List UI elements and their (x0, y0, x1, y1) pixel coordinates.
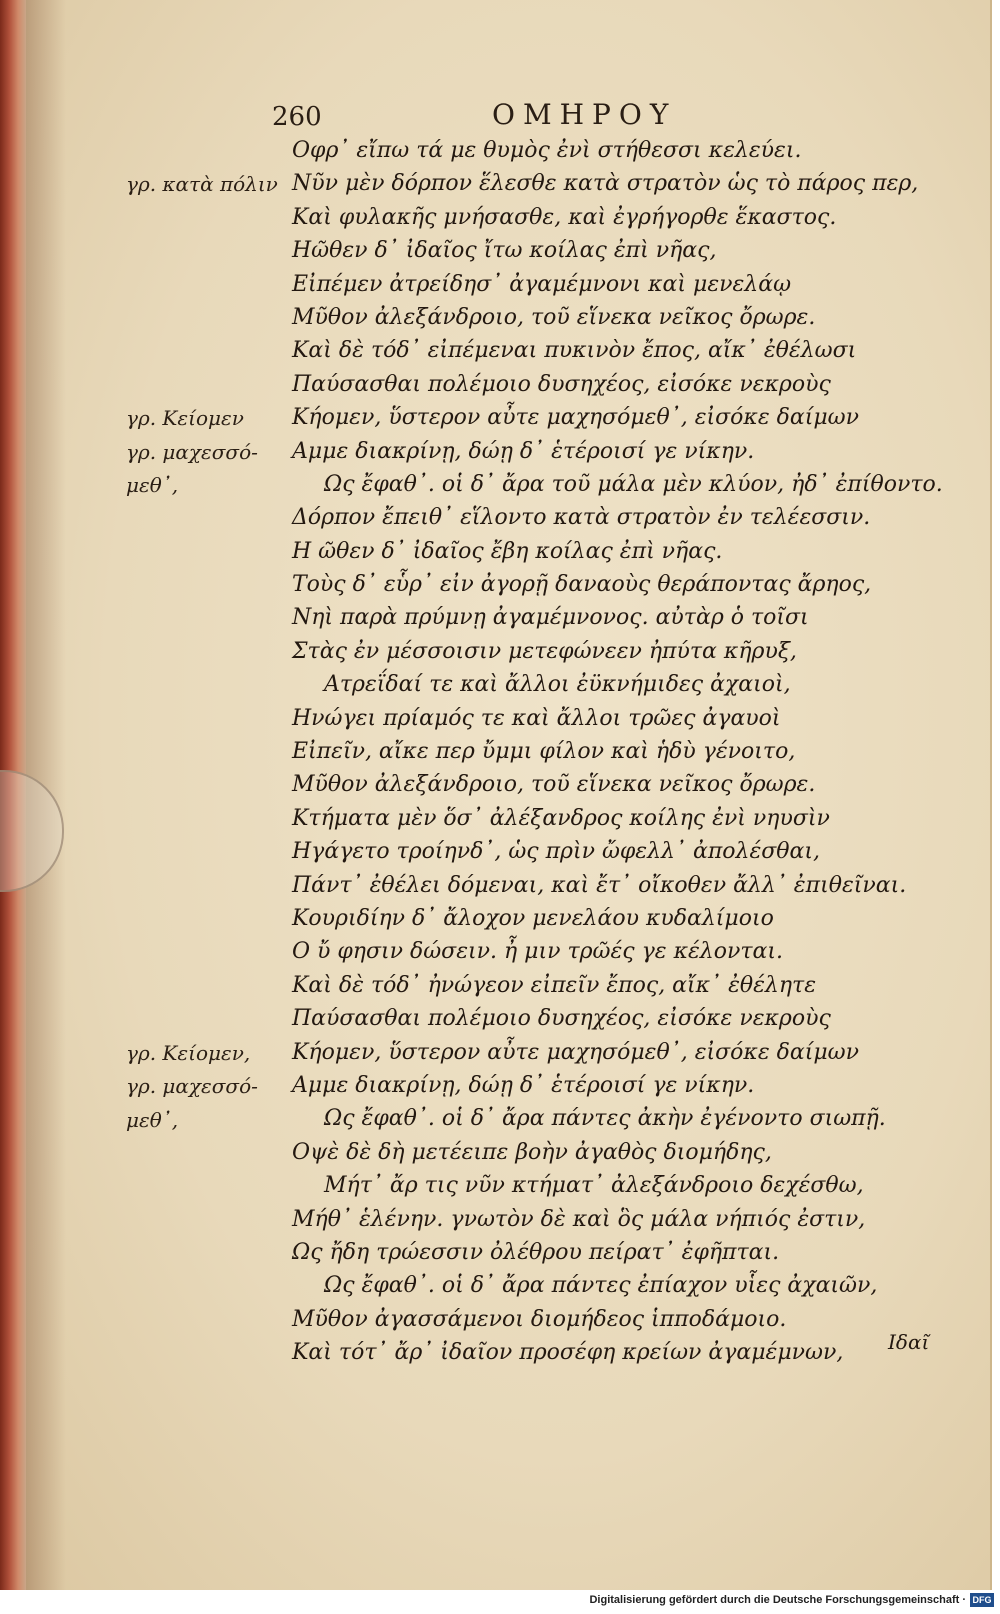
marginal-note: μεθ᾽, (126, 1107, 179, 1132)
verse-line: Κήομεν, ὕστερον αὖτε μαχησόμεθ᾽, εἰσόκε δαίμων (292, 405, 859, 431)
marginal-note: γρ. κατὰ πόλιν (126, 172, 278, 197)
marginal-note: γρ. Κείομεν, (126, 1040, 251, 1065)
verse-line: Μήθ᾽ ἑλένην. γνωτὸν δὲ καὶ ὃς μάλα νήπιός ἐστιν, (292, 1206, 866, 1232)
verse-line: Ο ὔ φησιν δώσειν. ἦ μιν τρῶές γε κέλονται. (292, 939, 784, 965)
funding-credit: Digitalisierung gefördert durch die Deutsche Forschungsgemeinschaft · (589, 1594, 966, 1606)
verse-line: Καὶ φυλακῆς μνήσασθε, καὶ ἐγρήγορθε ἕκαστος. (292, 204, 837, 230)
verse-line: Καὶ τότ᾽ ἄρ᾽ ἰδαῖον προσέφη κρείων ἀγαμέμνων, (292, 1340, 844, 1366)
verse-line: Ως ἔφαθ᾽. οἱ δ᾽ ἄρα τοῦ μάλα μὲν κλύον, ἠδ᾽ ἐπίθοντο. (324, 471, 943, 497)
verse-line: Μῦθον ἀλεξάνδροιο, τοῦ εἵνεκα νεῖκος ὄρωρε. (292, 304, 816, 330)
verse-line: Ατρεΐδαί τε καὶ ἄλλοι ἐϋκνήμιδες ἀχαιοὶ, (324, 672, 791, 698)
verse-line: Νηὶ παρὰ πρύμνῃ ἀγαμέμνονος. αὐτὰρ ὁ τοῖσι (292, 605, 809, 631)
verse-line: Δόρπον ἔπειθ᾽ εἵλοντο κατὰ στρατὸν ἐν τελέεσσιν. (292, 505, 871, 531)
verse-line: Εἰπεῖν, αἴκε περ ὔμμι φίλον καὶ ἡδὺ γένοιτο, (292, 739, 796, 765)
verse-line: Καὶ δὲ τόδ᾽ εἰπέμεναι πυκινὸν ἔπος, αἴκ᾽ ἐθέλωσι (292, 338, 857, 364)
verse-line: Ως ἤδη τρώεσσιν ὀλέθρου πείρατ᾽ ἐφῆπται. (292, 1239, 780, 1265)
verse-line: Αμμε διακρίνῃ, δώῃ δ᾽ ἑτέροισί γε νίκην. (292, 438, 755, 464)
verse-line: Ηῶθεν δ᾽ ἰδαῖος ἴτω κοίλας ἐπὶ νῆας, (292, 238, 717, 264)
verse-list (292, 134, 943, 1369)
verse-line: Ηγάγετο τροίηνδ᾽, ὡς πρὶν ὤφελλ᾽ ἀπολέσθαι, (292, 839, 821, 865)
running-title: ΟΜΗΡΟΥ (492, 98, 677, 131)
verse-line: Μήτ᾽ ἄρ τις νῦν κτήματ᾽ ἀλεξάνδροιο δεχέσθω, (324, 1173, 864, 1199)
marginal-note: γρ. μαχεσσό- (126, 439, 258, 464)
verse-line: Κήομεν, ὕστερον αὖτε μαχησόμεθ᾽, εἰσόκε δαίμων (292, 1039, 859, 1065)
verse-line: Αμμε διακρίνῃ, δώῃ δ᾽ ἑτέροισί γε νίκην. (292, 1072, 755, 1098)
digitization-footer (0, 1590, 1000, 1614)
verse-line: Οψὲ δὲ δὴ μετέειπε βοὴν ἀγαθὸς διομήδης, (292, 1139, 772, 1165)
verse-line: Παύσασθαι πολέμοιο δυσηχέος, εἰσόκε νεκροὺς (292, 371, 831, 397)
verse-line: Τοὺς δ᾽ εὗρ᾽ εἰν ἀγορῇ δαναοὺς θεράποντας ἄρηος, (292, 572, 872, 598)
verse-line: Πάντ᾽ ἐθέλει δόμεναι, καὶ ἔτ᾽ οἴκοθεν ἄλλ᾽ ἐπιθεῖναι. (292, 872, 907, 898)
catchword: Ιδαῖ (888, 1330, 930, 1354)
page-number: 260 (272, 102, 322, 132)
verse-line: Κτήματα μὲν ὅσ᾽ ἀλέξανδρος κοίλης ἐνὶ νηυσὶν (292, 805, 830, 831)
verse-line: Οφρ᾽ εἴπω τά με θυμὸς ἐνὶ στήθεσσι κελεύει. (292, 138, 802, 163)
verse-line: Κουριδίην δ᾽ ἄλοχον μενελάου κυδαλίμοιο (292, 905, 774, 931)
marginal-note: μεθ᾽, (126, 473, 179, 497)
dfg-logo: DFG (970, 1593, 994, 1607)
page-header (0, 98, 1000, 138)
verse-line: Παύσασθαι πολέμοιο δυσηχέος, εἰσόκε νεκροὺς (292, 1006, 831, 1032)
marginal-note: γρ. Κείομεν (126, 406, 244, 431)
verse-line: Ως ἔφαθ᾽. οἱ δ᾽ ἄρα πάντες ἐπίαχον υἷες ἀχαιῶν, (324, 1273, 878, 1299)
verse-line: Μῦθον ἀλεξάνδροιο, τοῦ εἵνεκα νεῖκος ὄρωρε. (292, 772, 816, 798)
verse-line: Καὶ δὲ τόδ᾽ ἠνώγεον εἰπεῖν ἔπος, αἴκ᾽ ἐθέλητε (292, 972, 817, 998)
verse-line: Ηνώγει πρίαμός τε καὶ ἄλλοι τρῶες ἀγαυοὶ (292, 705, 781, 731)
marginal-note: γρ. μαχεσσό- (126, 1074, 258, 1099)
verse-line: Ως ἔφαθ᾽. οἱ δ᾽ ἄρα πάντες ἀκὴν ἐγένοντο σιωπῇ. (324, 1106, 886, 1132)
verse-line: Η ῶθεν δ᾽ ἰδαῖος ἔβη κοίλας ἐπὶ νῆας. (292, 538, 723, 564)
verse-line: Νῦν μὲν δόρπον ἕλεσθε κατὰ στρατὸν ὡς τὸ πάρος περ, (292, 171, 919, 197)
verse-line: Εἰπέμεν ἀτρείδησ᾽ ἀγαμέμνονι καὶ μενελάῳ (292, 271, 792, 297)
verse-line: Μῦθον ἀγασσάμενοι διομήδεος ἱπποδάμοιο. (292, 1306, 787, 1332)
verse-line: Στὰς ἐν μέσσοισιν μετεφώνεεν ἠπύτα κῆρυξ, (292, 638, 797, 664)
